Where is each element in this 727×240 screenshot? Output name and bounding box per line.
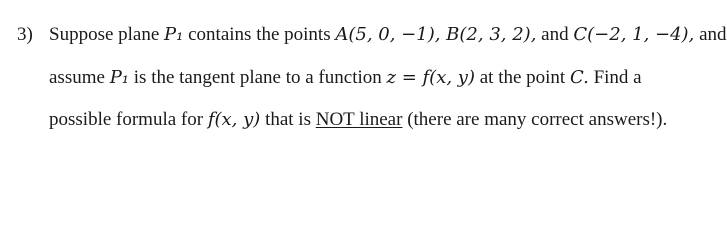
line2-text-b: is the tangent plane to a function: [129, 67, 387, 88]
points-a-b: A(5, 0, −1), B(2, 3, 2),: [335, 24, 537, 45]
not-linear-emphasis: NOT linear: [315, 109, 403, 130]
line2-text-c: at the point: [474, 67, 570, 88]
function-f: f(x, y): [207, 109, 261, 130]
line1-text-c: and: [536, 24, 574, 45]
line1-text-d: and: [694, 24, 727, 45]
line3-text-c: (there are many correct answers!).: [402, 109, 668, 130]
line3-text-a: possible formula for: [49, 109, 208, 130]
point-c-ref: C.: [569, 67, 589, 88]
line2-text-a: assume: [49, 67, 110, 88]
plane-p1: P₁: [164, 24, 184, 45]
line3-text-b: that is: [260, 109, 316, 130]
problem-line-2: [49, 67, 642, 89]
plane-p1: P₁: [109, 67, 130, 88]
function-definition: z = f(x, y): [386, 67, 475, 88]
point-c: C(−2, 1, −4),: [573, 24, 695, 45]
problem-line-3: [49, 109, 667, 131]
line1-text-b: contains the points: [183, 24, 336, 45]
line1-text-a: Suppose plane: [49, 24, 165, 45]
problem-number: 3): [17, 24, 33, 45]
line2-text-d: Find a: [588, 67, 642, 88]
problem-line-1: [17, 24, 727, 46]
